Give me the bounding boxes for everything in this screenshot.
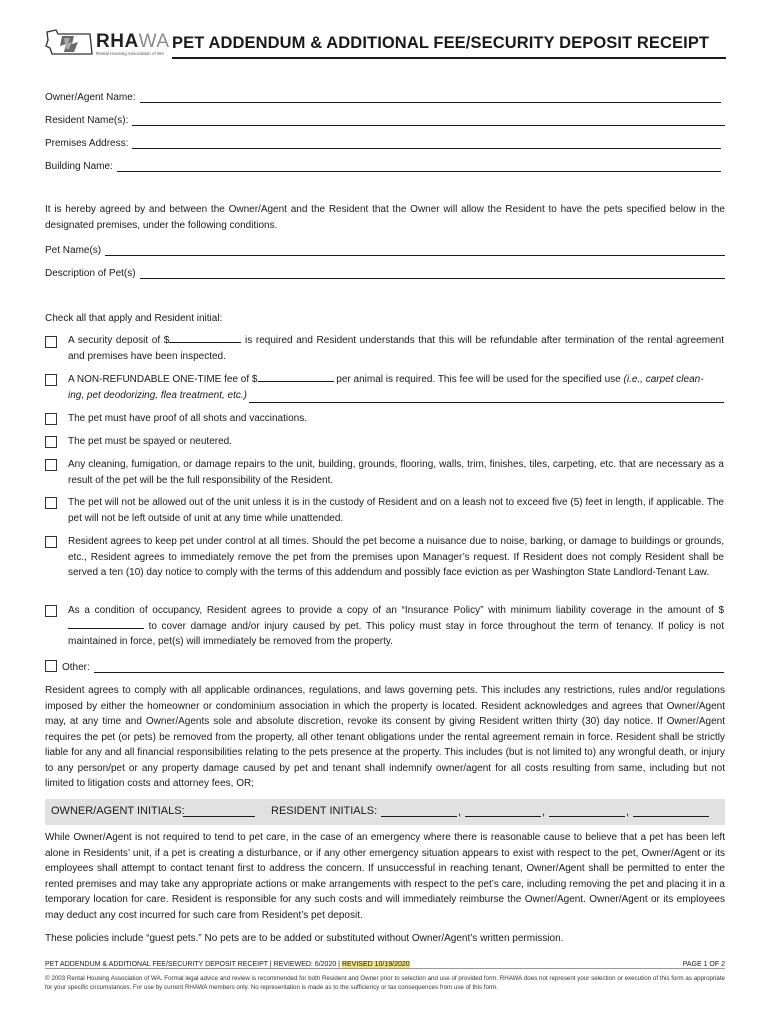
owner-agent-label: Owner/Agent Name: [45, 92, 136, 103]
intro-paragraph: It is hereby agreed by and between the Owner/Agent and the Resident that the Owner will allow the Resident to have the pets specified below in the designated premises, under the following conditions. [45, 204, 725, 231]
compliance-paragraph: Resident agrees to comply with all applicable ordinances, regulations, and laws governing pets. This includes any restrictions, rules and/or regulations imposed by either the homeowner or condominium association in which the property is located. Resident acknowledges and agrees that Owner/Agent may, at any time and Owner/Agents sole and absolute discretion, revoke its consent by giving Resident written thirty (30) day notice. If Owner/Agent requires the pet (or pets) be removed from the property, all other tenant obligations under the rental agreement remain in force. Resident shall be strictly liable for any and all financial responsibilities relating to the pets presence at the property. This includes (but is not limited to) any wrongful death, or injury to any person/pet or any property damage caused by pet and tenant shall indemnify owner/agent for all costs resulting from same, including but not limited to litigation costs and attorney fees, OR; [45, 685, 725, 789]
building-name-line[interactable] [117, 161, 721, 172]
control-checkbox[interactable] [45, 536, 57, 548]
premises-address-field[interactable] [45, 135, 721, 149]
resident-initials-label: RESIDENT INITIALS: [271, 805, 378, 817]
pet-names-label: Pet Name(s) [45, 245, 102, 256]
fee-text-a: A NON-REFUNDABLE ONE-TIME fee of $ [68, 374, 258, 385]
resident-initials-line-2[interactable] [465, 806, 541, 817]
footer-page-number: PAGE 1 OF 2 [682, 961, 725, 968]
control-item: Resident agrees to keep pet under control at all times. Should the pet become a nuisance due to noise, barking, or damage to buildings or grounds, etc., Resident agrees to immediately remove the pet from the premises upon Manager’s request. If Resident does not comply Resident shall be served a ten (10) day notice to comply with the terms of this addendum and possibly face eviction as per Washington State Landlord-Tenant Law. [68, 536, 724, 578]
premises-address-label: Premises Address: [45, 138, 129, 149]
other-label: Other: [62, 662, 90, 673]
form-header [44, 26, 726, 62]
building-name-label: Building Name: [45, 161, 113, 172]
cleaning-item: Any cleaning, fumigation, or damage repairs to the unit, building, grounds, flooring, walls, trim, finishes, tiles, carpeting, etc. that are necessary as a result of the pet will be the full responsibility of the Resident. [68, 459, 724, 486]
other-checkbox[interactable] [45, 660, 57, 672]
washington-state-icon [44, 28, 94, 58]
security-deposit-checkbox[interactable] [45, 336, 57, 348]
pet-description-label: Description of Pet(s) [45, 268, 136, 279]
cleaning-checkbox[interactable] [45, 459, 57, 471]
security-deposit-text-a: A security deposit of $ [68, 335, 170, 346]
rhawa-logo [44, 26, 174, 62]
other-field[interactable] [62, 659, 724, 673]
logo-main: RHA [96, 31, 139, 52]
initials-comma-3: , [626, 806, 630, 818]
emergency-paragraph: While Owner/Agent is not required to tend to pet care, in the case of an emergency where there is reasonable cause to believe that a pet has been left alone in Residents’ unit, if a pet is creating a disturbance, or if any other emergency situation appears to exist with respect to the pet, Owner/Agent or its employees shall attempt to contact tenant first to address the concern. If unsuccessful in reaching tenant, Owner/Agent shall be permitted to enter the rented premises and may take any appropriate actions or make arrangements with respect to the pet’s care, including removing the pet and placing it in a temporary location for care. Resident is responsible for any such costs and will immediately reimburse the Owner/Agent. Owner/Agent or its employees may deduct any cost incurred for such care from Resident’s pet deposit. [45, 832, 725, 921]
resident-initials-line-1[interactable] [381, 806, 457, 817]
nonrefundable-fee-checkbox[interactable] [45, 374, 57, 386]
footer-divider [45, 968, 725, 969]
security-deposit-item [68, 333, 724, 364]
premises-address-line[interactable] [132, 138, 721, 149]
insurance-checkbox[interactable] [45, 605, 57, 617]
logo-subtitle: Rental Housing Association of WA [96, 51, 165, 56]
check-instructions: Check all that apply and Resident initial: [45, 313, 223, 324]
pet-description-line[interactable] [140, 268, 725, 279]
footer-left [45, 961, 410, 968]
insurance-amount[interactable] [68, 619, 144, 629]
insurance-item [68, 603, 724, 650]
fee-example-2: ing, pet deodorizing, flea treatment, etc.) [68, 389, 247, 401]
fee-use-line[interactable] [249, 392, 724, 403]
insurance-dollar: $ [718, 605, 725, 616]
footer-copyright: © 2003 Rental Housing Association of WA. Formal legal advice and review is recommended for both Resident and Owner prior to selection and use of provided form. RHAWA does not represent your selection or execution of this form as appropriate for your specific circumstances. For use by current RHAWA members only. No representation is made as to the sufficiency or tax consequences from use of this form. [45, 975, 725, 991]
custody-item: The pet will not be allowed out of the unit unless it is in the custody of Resident and on a leash not to exceed five (5) feet in length, if applicable. The pet will not be left outside of unit at any time while unattended. [68, 497, 724, 524]
nonrefundable-fee-item [68, 372, 724, 403]
spayed-item: The pet must be spayed or neutered. [68, 436, 232, 447]
resident-names-label: Resident Name(s): [45, 115, 129, 126]
initials-bar [45, 799, 725, 825]
fee-text-b: per animal is required. This fee will be used for the specified use [336, 374, 621, 385]
pet-names-line[interactable] [105, 245, 725, 256]
security-deposit-amount[interactable] [169, 333, 241, 343]
pet-names-field[interactable] [45, 242, 725, 256]
logo-accent: WA [138, 31, 170, 52]
insurance-text-b: to cover damage and/or injury caused by pet. This policy must stay in force throughout the term of tenancy. If policy is not maintained in force, pet(s) will immediately be removed from the property. [68, 620, 724, 647]
fee-example-1: (i.e., carpet clean- [623, 374, 704, 385]
custody-checkbox[interactable] [45, 497, 57, 509]
initials-comma-1: , [458, 806, 462, 818]
title-underline [172, 57, 726, 59]
resident-initials-line-4[interactable] [633, 806, 709, 817]
guest-pets-paragraph: These policies include “guest pets.” No pets are to be added or substituted without Owner/Agent’s written permission. [45, 933, 564, 944]
building-name-field[interactable] [45, 158, 721, 172]
insurance-text-a: As a condition of occupancy, Resident agrees to provide a copy of an “Insurance Policy” with minimum liability coverage in the amount of [68, 605, 714, 616]
owner-initials-label: OWNER/AGENT INITIALS: [51, 805, 185, 817]
owner-initials-line[interactable] [183, 806, 255, 817]
owner-agent-line[interactable] [140, 92, 721, 103]
page-title: PET ADDENDUM & ADDITIONAL FEE/SECURITY DEPOSIT RECEIPT [172, 34, 710, 52]
pet-description-field[interactable] [45, 265, 725, 279]
resident-names-field[interactable] [45, 112, 725, 126]
shots-item: The pet must have proof of all shots and vaccinations. [68, 413, 308, 424]
shots-checkbox[interactable] [45, 413, 57, 425]
footer-revised: REVISED 10/19/2020 [341, 961, 410, 968]
footer-form-id: PET ADDENDUM & ADDITIONAL FEE/SECURITY DEPOSIT RECEIPT | REVIEWED: 6/2020 | [45, 961, 340, 968]
owner-agent-field[interactable] [45, 89, 721, 103]
other-line[interactable] [94, 662, 724, 673]
spayed-checkbox[interactable] [45, 436, 57, 448]
security-deposit-text-b: is required and Resident understands that this will be refundable after termination of the rental agreement and premises have been inspected. [68, 335, 724, 362]
resident-names-line[interactable] [132, 115, 725, 126]
initials-comma-2: , [542, 806, 546, 818]
fee-amount[interactable] [258, 372, 334, 382]
resident-initials-line-3[interactable] [549, 806, 625, 817]
logo-wordmark [96, 31, 170, 53]
